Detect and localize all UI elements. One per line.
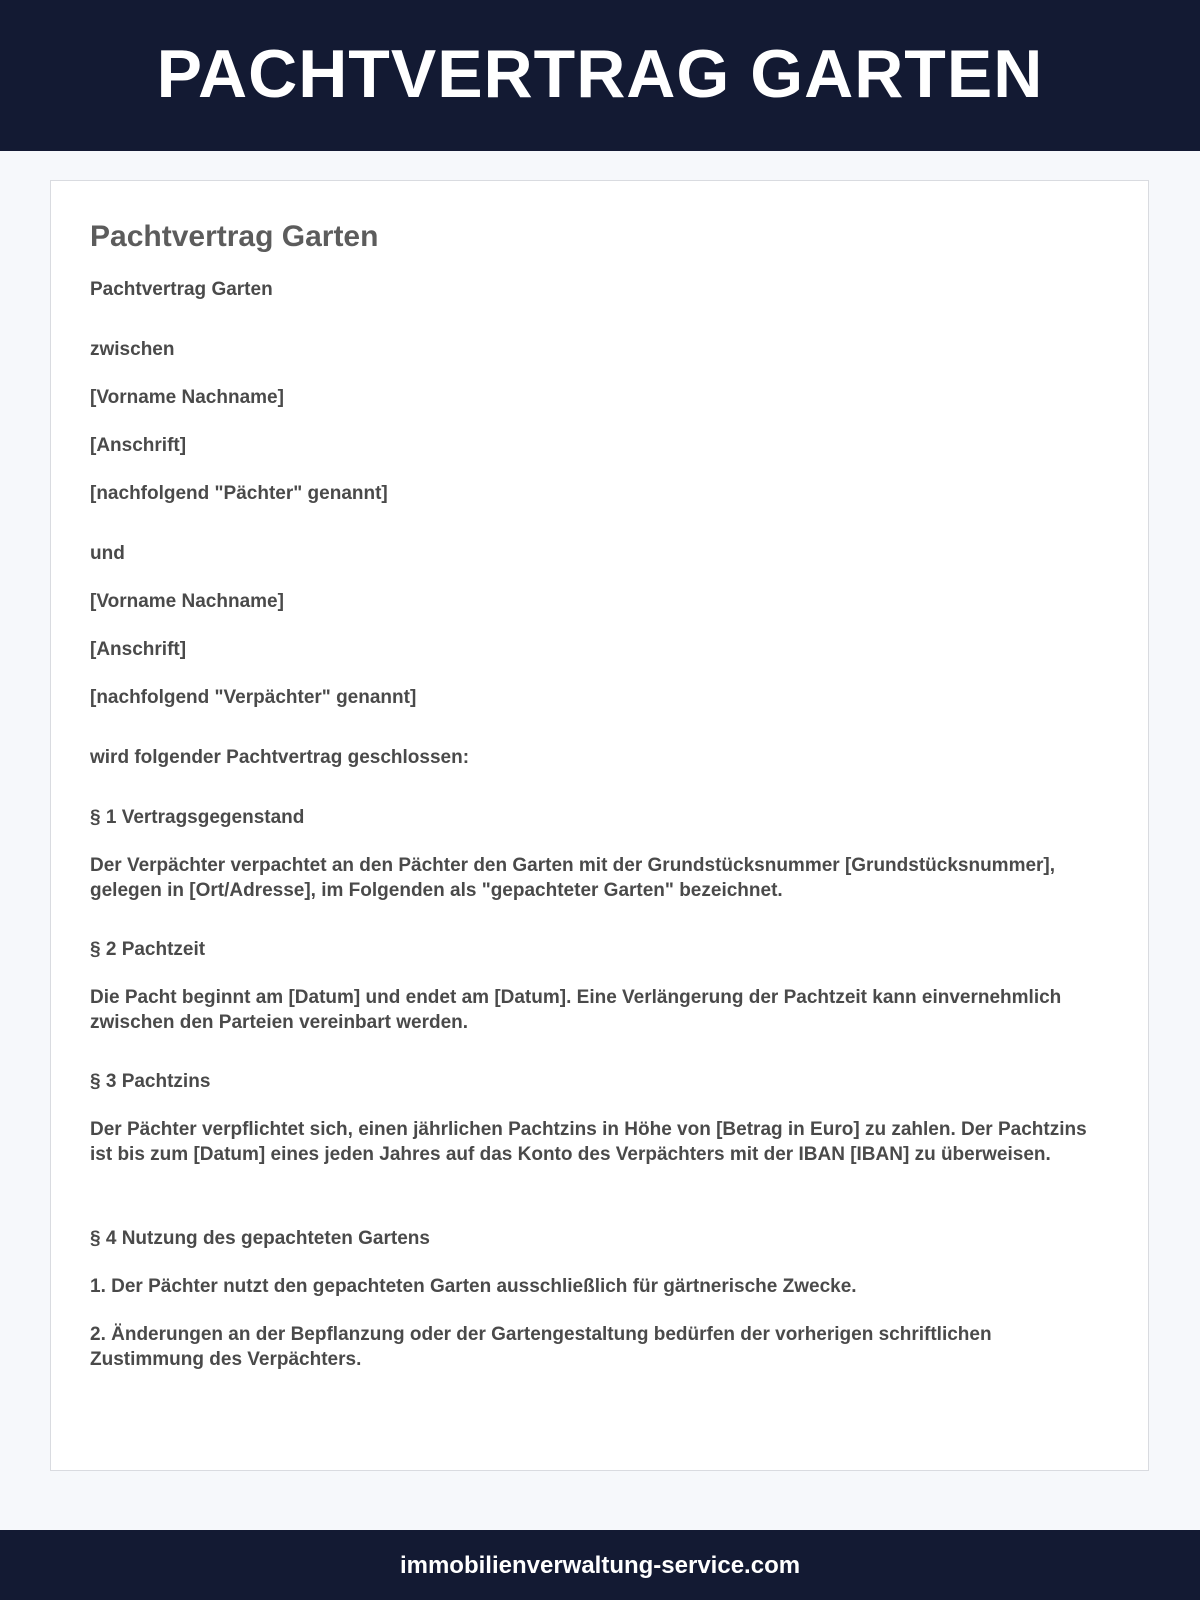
- section-body-1: Der Verpächter verpachtet an den Pächter den Garten mit der Grundstücksnummer [Grundstücksnummer], gelegen in [Ort/Adresse], im Folgenden als "gepachteter Garten" bezeichnet.: [90, 855, 1056, 901]
- paragraph-intro: wird folgender Pachtvertrag geschlossen:: [90, 747, 470, 768]
- page-header: [0, 0, 1200, 151]
- paragraph-party2-address: [Anschrift]: [90, 639, 187, 660]
- footer-site-name: immobilienverwaltung-service.com: [399, 1552, 801, 1579]
- paragraph-party2-name: [Vorname Nachname]: [90, 591, 284, 612]
- section-body-2: Die Pacht beginnt am [Datum] und endet am [Datum]. Eine Verlängerung der Pachtzeit kann einvernehmlich zwischen den Parteien vereinbart werden.: [90, 987, 1062, 1033]
- section-heading-4: § 4 Nutzung des gepachteten Gartens: [90, 1228, 430, 1249]
- section-body-4-item-1: 1. Der Pächter nutzt den gepachteten Garten ausschließlich für gärtnerische Zwecke.: [90, 1276, 857, 1297]
- section-heading-2: § 2 Pachtzeit: [90, 939, 206, 960]
- paragraph-party2-role: [nachfolgend "Verpächter" genannt]: [90, 687, 417, 708]
- document-card: [50, 180, 1149, 1471]
- section-body-4-item-2: 2. Änderungen an der Bepflanzung oder der Gartengestaltung bedürfen der vorherigen schriftlichen Zustimmung des Verpächters.: [90, 1324, 992, 1370]
- paragraph-party1-name: [Vorname Nachname]: [90, 387, 284, 408]
- page-footer: [0, 1530, 1200, 1600]
- paragraph-party1-address: [Anschrift]: [90, 435, 187, 456]
- page-title: PACHTVERTRAG GARTEN: [156, 35, 1044, 112]
- paragraph-party1-role: [nachfolgend "Pächter" genannt]: [90, 483, 388, 504]
- section-heading-3: § 3 Pachtzins: [90, 1071, 211, 1092]
- document-subtitle: Pachtvertrag Garten: [90, 279, 273, 300]
- document-title: Pachtvertrag Garten: [90, 220, 379, 253]
- paragraph-und: und: [90, 543, 125, 564]
- section-heading-1: § 1 Vertragsgegenstand: [90, 807, 305, 828]
- paragraph-zwischen: zwischen: [90, 339, 175, 360]
- section-body-3: Der Pächter verpflichtet sich, einen jährlichen Pachtzins in Höhe von [Betrag in Euro] zu zahlen. Der Pachtzins ist bis zum [Datum] eines jeden Jahres auf das Konto des Verpächters mit der IBAN [IBAN] zu überweisen.: [90, 1119, 1087, 1165]
